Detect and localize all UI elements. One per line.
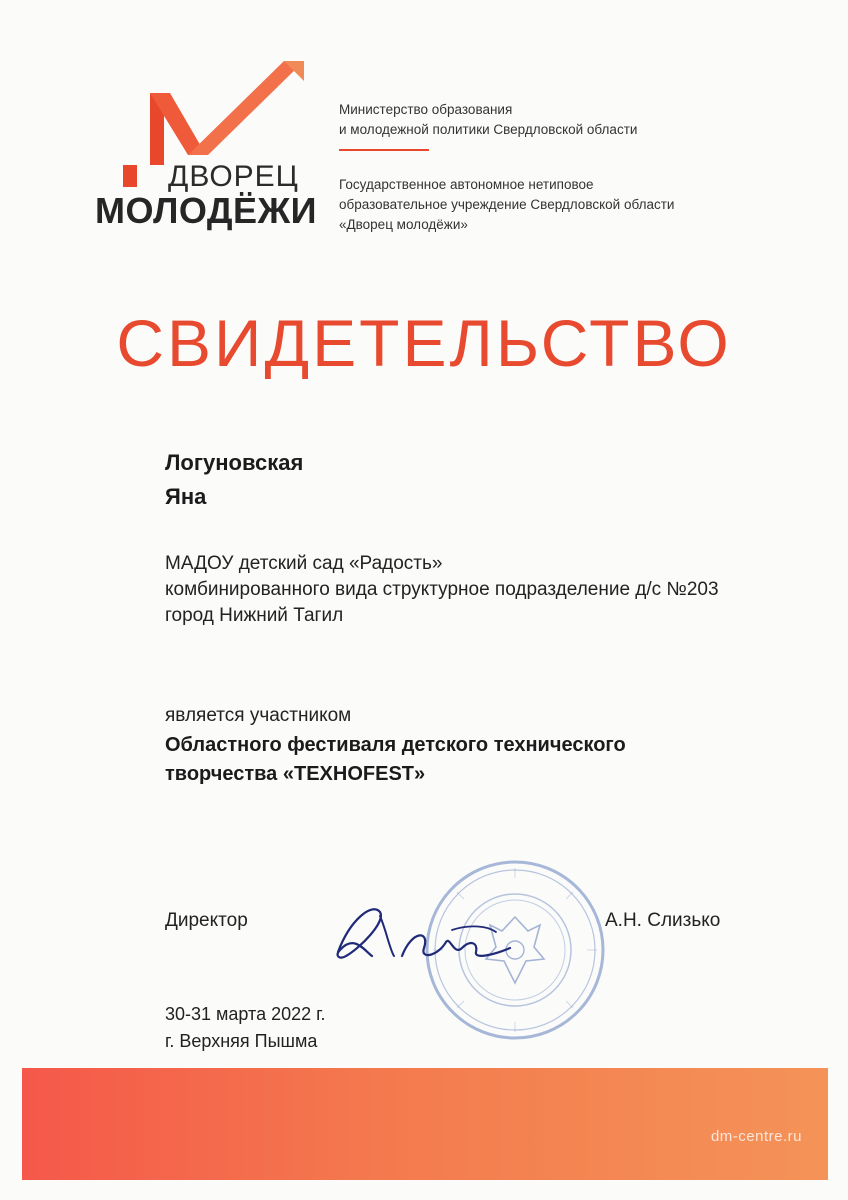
event-date-place bbox=[165, 1001, 326, 1055]
institution-line: «Дворец молодёжи» bbox=[339, 217, 468, 232]
recipient-organization bbox=[165, 551, 719, 629]
footer-band bbox=[22, 1068, 828, 1180]
recipient-surname: Логуновская bbox=[165, 450, 304, 475]
institution-line: образовательное учреждение Свердловской области bbox=[339, 197, 675, 212]
ministry-line: и молодежной политики Свердловской области bbox=[339, 122, 638, 137]
org-line: МАДОУ детский сад «Радость» bbox=[165, 553, 443, 574]
institution-name bbox=[339, 175, 759, 235]
ministry-name bbox=[339, 100, 759, 140]
festival-line: творчества «ТЕХНОFEST» bbox=[165, 763, 426, 785]
signer-role: Директор bbox=[165, 910, 248, 931]
recipient-name bbox=[165, 446, 303, 514]
ministry-line: Министерство образования bbox=[339, 102, 513, 117]
logo-text-dvorets: ДВОРЕЦ bbox=[168, 160, 299, 193]
festival-name bbox=[165, 731, 626, 789]
logo-text-molodezhi: МОЛОДЁЖИ bbox=[95, 190, 318, 231]
participation-status: является участником bbox=[165, 705, 352, 726]
institution-line: Государственное автономное нетиповое bbox=[339, 177, 594, 192]
event-dates: 30-31 марта 2022 г. bbox=[165, 1004, 326, 1024]
website-link[interactable]: dm-centre.ru bbox=[710, 1128, 802, 1145]
document-title: СВИДЕТЕЛЬСТВО bbox=[116, 306, 732, 380]
org-line: комбинированного вида структурное подразделение д/с №203 bbox=[165, 579, 719, 600]
director-signature-icon bbox=[320, 890, 520, 980]
event-place: г. Верхняя Пышма bbox=[165, 1031, 318, 1051]
signer-name: А.Н. Слизько bbox=[605, 910, 721, 931]
header-divider bbox=[339, 149, 429, 151]
org-line: город Нижний Тагил bbox=[165, 605, 344, 626]
recipient-first-name: Яна bbox=[165, 484, 207, 509]
festival-line: Областного фестиваля детского технического bbox=[165, 734, 626, 756]
